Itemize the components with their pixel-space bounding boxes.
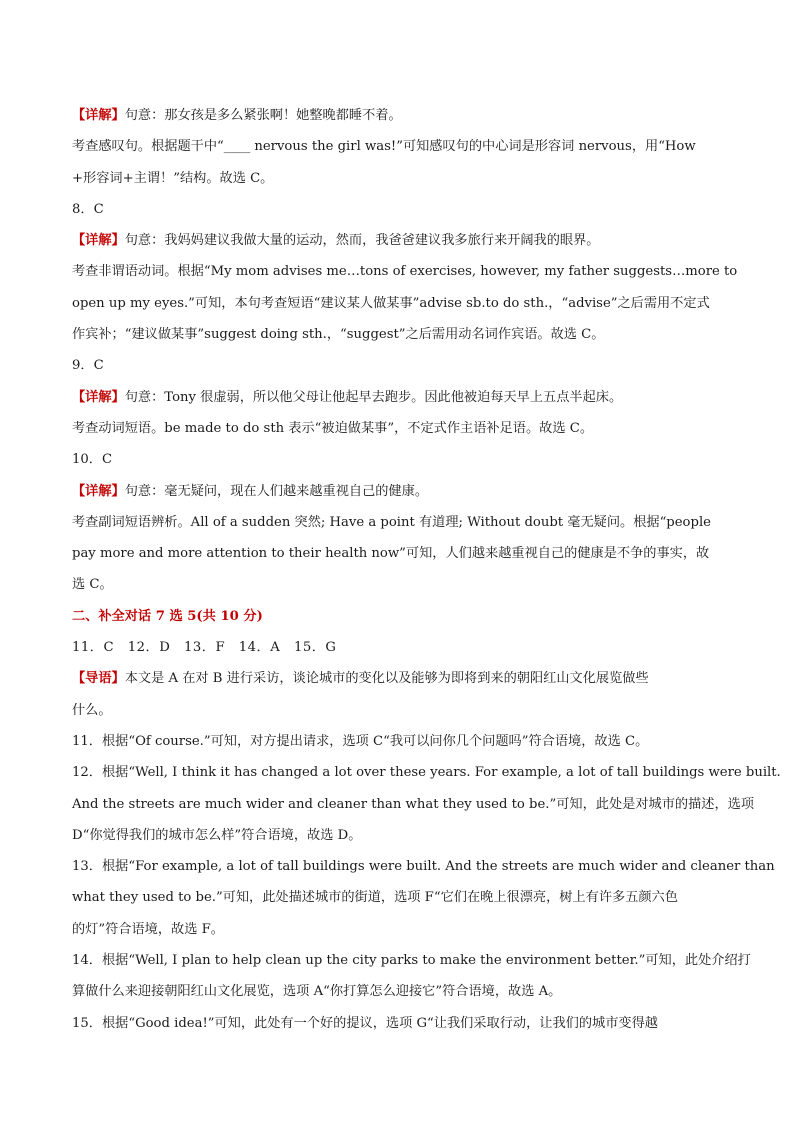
answer-number: 10．C [72, 452, 113, 468]
explanation-line: 考查副词短语辨析。All of a sudden 突然; Have a point 有道理; Without doubt 毫无疑问。根据“people [72, 514, 711, 530]
explanation-line: 【详解】句意：毫无疑问，现在人们越来越重视自己的健康。 [72, 483, 429, 499]
explanation-line: 作宾补；“建议做某事”suggest doing sth.，“suggest”之后需用动名词作宾语。故选 C。 [72, 327, 605, 343]
explanation-line: 【详解】句意：那女孩是多么紧张啊！她整晚都睡不着。 [72, 108, 402, 123]
explanation-line: +形容词+主谓！”结构。故选 C。 [72, 170, 274, 186]
section-heading: 二、补全对话 7 选 5(共 10 分) [72, 608, 263, 624]
explanation-line: D“你觉得我们的城市怎么样”符合语境，故选 D。 [72, 827, 362, 843]
explanation-line: 【详解】句意：Tony 很虚弱，所以他父母让他起早去跑步。因此他被迫每天早上五点半起床。 [72, 389, 623, 405]
answer-number: 9．C [72, 358, 104, 374]
detail-tag: 【详解】 [72, 483, 125, 499]
detail-tag: 【详解】 [72, 108, 125, 123]
detail-tag: 【详解】 [72, 233, 125, 249]
explanation-line: 考查动词短语。be made to do sth 表示“被迫做某事”，不定式作主语补足语。故选 C。 [72, 420, 594, 436]
explanation-line: 的灯”符合语境，故选 F。 [72, 921, 224, 937]
explanation-line: 12．根据“Well, I think it has changed a lot over these years. For example, a lot of tall buildings were built. [72, 765, 781, 781]
explanation-line: 【导语】本文是 A 在对 B 进行采访，谈论城市的变化以及能够为即将到来的朝阳红山文化展览做些 [72, 671, 649, 687]
explanation-line: 13．根据“For example, a lot of tall buildings were built. And the streets are much wider and cleaner than [72, 859, 775, 875]
explanation-line: pay more and more attention to their health now”可知，人们越来越重视自己的健康是不争的事实，故 [72, 546, 710, 562]
explanation-line: 15．根据“Good idea!”可知，此处有一个好的提议，选项 G“让我们采取行动，让我们的城市变得越 [72, 1015, 658, 1031]
explanation-line: 【详解】句意：我妈妈建议我做大量的运动，然而，我爸爸建议我多旅行来开阔我的眼界。 [72, 233, 600, 249]
explanation-line: 什么。 [72, 702, 112, 718]
answer-number: 8．C [72, 201, 104, 217]
guide-tag: 【导语】 [72, 671, 125, 687]
explanation-line: And the streets are much wider and cleaner than what they used to be.”可知，此处是对城市的描述，选项 [72, 796, 755, 812]
explanation-line: 算做什么来迎接朝阳红山文化展览，选项 A“你打算怎么迎接它”符合语境，故选 A。 [72, 984, 562, 1000]
explanation-line: 考查感叹句。根据题干中“____ nervous the girl was!”可知感叹句的中心词是形容词 nervous，用“How [72, 139, 696, 155]
explanation-line: 考查非谓语动词。根据“My mom advises me…tons of exercises, however, my father suggests…more to [72, 264, 738, 280]
explanation-line: open up my eyes.”可知，本句考查短语“建议某人做某事”advise sb.to do sth.，“advise”之后需用不定式 [72, 295, 710, 311]
answer-key-row: 11．C 12．D 13．F 14．A 15．G [72, 640, 337, 656]
explanation-line: what they used to be.”可知，此处描述城市的街道，选项 F“它们在晚上很漂亮，树上有许多五颜六色 [72, 890, 678, 906]
explanation-line: 选 C。 [72, 577, 113, 593]
explanation-line: 14．根据“Well, I plan to help clean up the city parks to make the environment better.”可知，此处介绍打 [72, 953, 751, 969]
explanation-line: 11．根据“Of course.”可知，对方提出请求，选项 C“我可以问你几个问题吗”符合语境，故选 C。 [72, 733, 649, 749]
detail-tag: 【详解】 [72, 389, 125, 405]
answer-explanations [72, 100, 781, 1039]
